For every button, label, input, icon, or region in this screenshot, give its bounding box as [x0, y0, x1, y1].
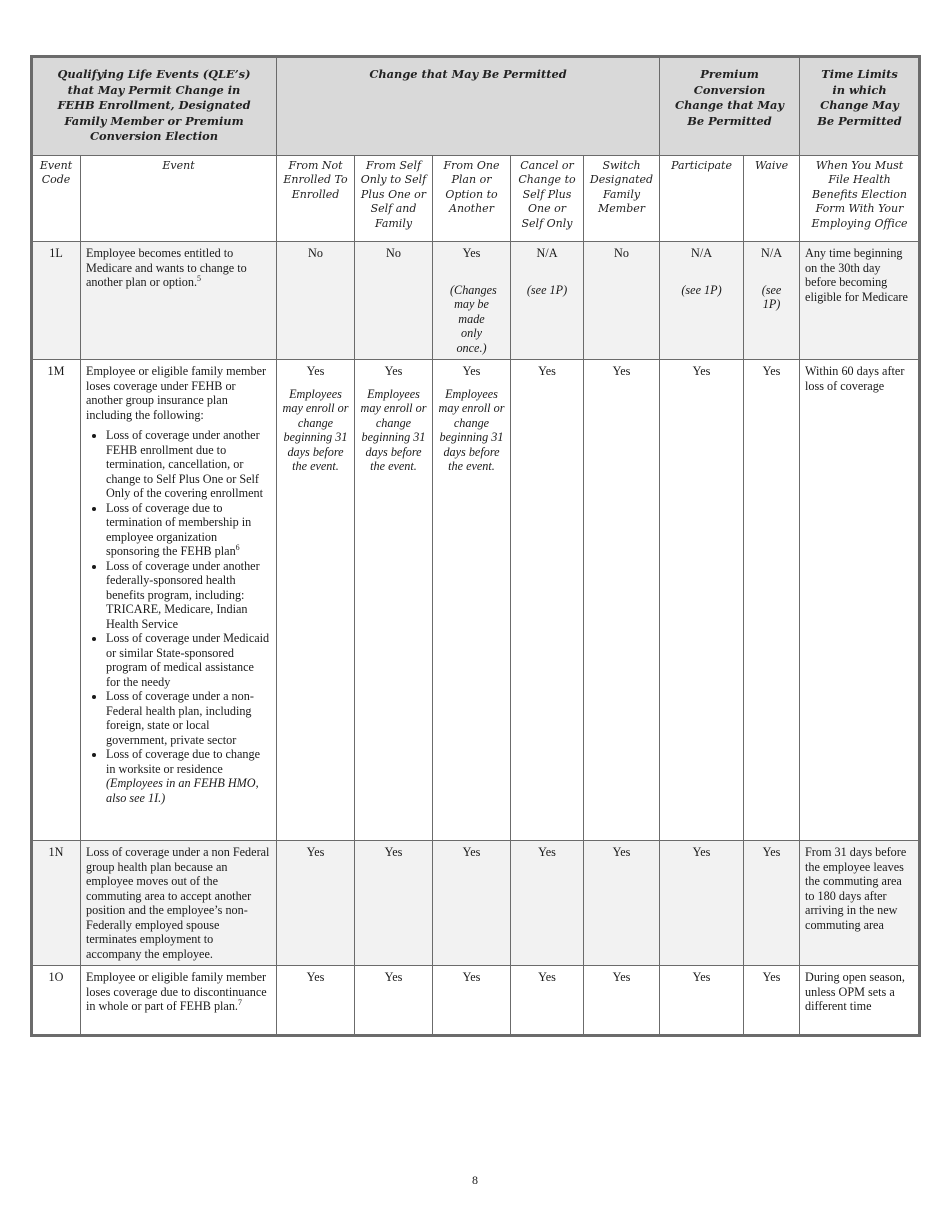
- early-enroll-note: Employees may enroll or change beginning 31 days before the event.: [360, 386, 427, 473]
- qle-table: [31, 56, 920, 1036]
- cell-participate: Yes: [660, 360, 744, 841]
- cell-one-plan: Yes: [433, 841, 511, 966]
- see-1p-note: (see 1P): [761, 282, 782, 311]
- event-description: Employee or eligible family member loses coverage under FEHB or another group insurance plan including the following: • Loss of coverage under another FEHB enrollment due to termination, cancellation, or change to Self Plus One or Self Only of the covering enrollment • Loss of coverage due to termination of membership in employee organization sponsoring the FEHB plan$^6$ • Loss of coverage under another federally-sponsored health benefits program, including: TRICARE, Medicare, Indian Health Service • Loss of coverage under Medicaid or similar State-sponsored program of medical assistance for the needy • Loss of coverage under a non-Federal health plan, including foreign, state or local government, private sector • Loss of coverage due to change in worksite or residence (Employees in an FEHB HMO, also see 1I.): [81, 360, 277, 841]
- change-header: Change that May Be Permitted: [277, 57, 660, 156]
- list-item: • Loss of coverage due to termination of membership in employee organization sponsoring the FEHB plan$^6$: [106, 501, 271, 559]
- footnote-marker: 7: [237, 997, 242, 1007]
- list-item: • Loss of coverage due to change in worksite or residence (Employees in an FEHB HMO, also see 1I.): [106, 747, 271, 805]
- group-header-row: [32, 57, 920, 156]
- see-1p-note: (see 1P): [526, 282, 568, 297]
- cell-not-enrolled: Yes Employees may enroll or change beginning 31 days before the event.: [277, 360, 355, 841]
- cell-participate: Yes: [660, 966, 744, 1036]
- col-participate: Participate: [660, 155, 744, 242]
- hmo-note: (Employees in an FEHB HMO, also see 1I.): [106, 776, 259, 805]
- cell-not-enrolled: Yes: [277, 841, 355, 966]
- event-description: Employee becomes entitled to Medicare and wants to change to another plan or option.$^5$: [81, 242, 277, 360]
- cell-one-plan: Yes Employees may enroll or change beginning 31 days before the event.: [433, 360, 511, 841]
- cell-not-enrolled: No: [277, 242, 355, 360]
- table-row: [32, 242, 920, 360]
- cell-switch-family: Yes: [584, 966, 660, 1036]
- column-header-row: [32, 155, 920, 242]
- event-code: 1M: [32, 360, 81, 841]
- table-row: [32, 966, 920, 1036]
- col-switch-family: Switch Designated Family Member: [584, 155, 660, 242]
- cell-waive: Yes: [744, 841, 800, 966]
- page-number: 8: [472, 1173, 478, 1187]
- cell-time-limit: Within 60 days after loss of coverage: [800, 360, 920, 841]
- table-row: [32, 841, 920, 966]
- list-item: • Loss of coverage under another federally-sponsored health benefits program, including: TRICARE, Medicare, Indian Health Service: [106, 559, 271, 632]
- col-when-file: When You Must File Health Benefits Election Form With Your Employing Office: [800, 155, 920, 242]
- cell-switch-family: No: [584, 242, 660, 360]
- list-item: • Loss of coverage under another FEHB enrollment due to termination, cancellation, or change to Self Plus One or Self Only of the covering enrollment: [106, 428, 271, 501]
- col-event-code: Event Code: [32, 155, 81, 242]
- cell-participate: Yes: [660, 841, 744, 966]
- cell-self-only: Yes: [355, 841, 433, 966]
- table-row: [32, 360, 920, 841]
- cell-self-only: Yes: [355, 966, 433, 1036]
- cell-participate: N/A (see 1P): [660, 242, 744, 360]
- cell-cancel: N/A (see 1P): [511, 242, 584, 360]
- cell-waive: N/A (see 1P): [744, 242, 800, 360]
- loss-of-coverage-list: [86, 428, 271, 805]
- col-event: Event: [81, 155, 277, 242]
- col-not-enrolled: From Not Enrolled To Enrolled: [277, 155, 355, 242]
- cell-one-plan: Yes (Changes may be made only once.): [433, 242, 511, 360]
- cell-time-limit: During open season, unless OPM sets a different time: [800, 966, 920, 1036]
- list-item: • Loss of coverage under Medicaid or similar State-sponsored program of medical assistance for the needy: [106, 631, 271, 689]
- early-enroll-note: Employees may enroll or change beginning 31 days before the event.: [438, 386, 505, 473]
- premium-conversion-header: Premium Conversion Change that May Be Permitted: [660, 57, 800, 156]
- see-1p-note: (see 1P): [681, 282, 722, 297]
- cell-waive: Yes: [744, 360, 800, 841]
- cell-not-enrolled: Yes: [277, 966, 355, 1036]
- cell-time-limit: From 31 days before the employee leaves the commuting area to 180 days after arriving in the new commuting area: [800, 841, 920, 966]
- list-item: • Loss of coverage under a non-Federal health plan, including foreign, state or local government, private sector: [106, 689, 271, 747]
- col-waive: Waive: [744, 155, 800, 242]
- qle-header: Qualifying Life Events (QLE’s) that May Permit Change in FEHB Enrollment, Designated Family Member or Premium Conversion Election: [32, 57, 277, 156]
- cell-switch-family: Yes: [584, 841, 660, 966]
- event-description: Loss of coverage under a non Federal group health plan because an employee moves out of the commuting area to accept another position and the employee’s non-Federally employed spouse terminates employment to accompany the employee.: [81, 841, 277, 966]
- event-description: Employee or eligible family member loses coverage due to discontinuance in whole or part of FEHB plan.$^7$: [81, 966, 277, 1036]
- cell-one-plan: Yes: [433, 966, 511, 1036]
- cell-waive: Yes: [744, 966, 800, 1036]
- event-code: 1N: [32, 841, 81, 966]
- col-self-only: From Self Only to Self Plus One or Self and Family: [355, 155, 433, 242]
- change-once-note: (Changes may be made only once.): [450, 282, 497, 355]
- cell-cancel: Yes: [511, 966, 584, 1036]
- event-code: 1L: [32, 242, 81, 360]
- cell-self-only: No: [355, 242, 433, 360]
- cell-cancel: Yes: [511, 360, 584, 841]
- col-one-plan: From One Plan or Option to Another: [433, 155, 511, 242]
- early-enroll-note: Employees may enroll or change beginning 31 days before the event.: [282, 386, 349, 473]
- footnote-marker: 6: [235, 542, 240, 552]
- time-limits-header: Time Limits in which Change May Be Permitted: [800, 57, 920, 156]
- col-cancel: Cancel or Change to Self Plus One or Self Only: [511, 155, 584, 242]
- footnote-marker: 5: [197, 273, 202, 283]
- cell-self-only: Yes Employees may enroll or change beginning 31 days before the event.: [355, 360, 433, 841]
- cell-time-limit: Any time beginning on the 30th day before becoming eligible for Medicare: [800, 242, 920, 360]
- cell-switch-family: Yes: [584, 360, 660, 841]
- event-code: 1O: [32, 966, 81, 1036]
- cell-cancel: Yes: [511, 841, 584, 966]
